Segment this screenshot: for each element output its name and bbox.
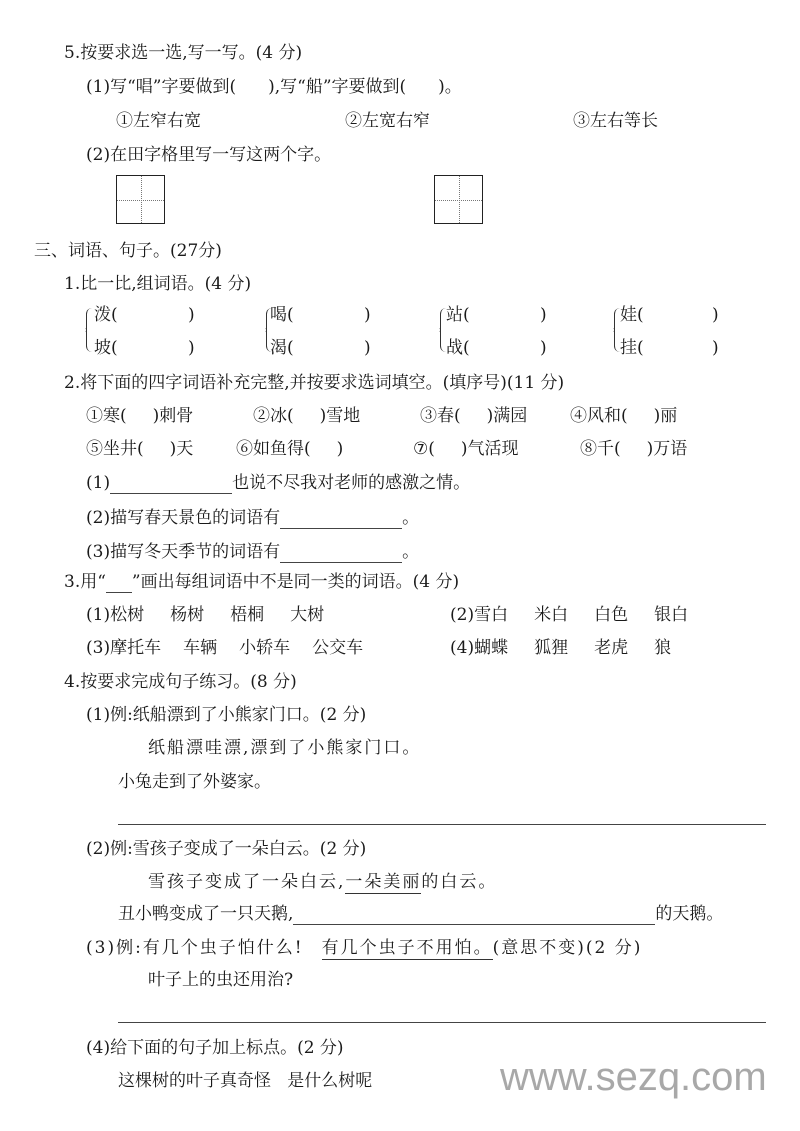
word-group-4: (4)蝴蝶 狐狸 老虎 狼 [450,638,672,658]
pair-2-close: ) [364,305,371,325]
fill-2: (2)描写春天景色的词语有 。 [86,508,420,528]
pair-3-close: ) [540,338,547,358]
q5-part1-text-c: )。 [438,77,462,97]
word[interactable]: 公交车 [312,638,364,658]
fill-3: (3)描写冬天季节的词语有 。 [86,542,420,562]
underlined-phrase: 一朵美丽 [345,872,422,892]
idiom-7: ⑦( )气活现 [413,439,519,459]
word[interactable]: 梧桐 [230,605,265,625]
s3q4-part2-example: 雪孩子变成了一朵白云,一朵美丽的白云。 [148,872,498,892]
tianzige-box-1[interactable] [116,175,165,224]
word[interactable]: 松树 [110,605,145,625]
q5-part1-text-a: (1)写“唱”字要做到( [86,77,237,97]
idiom-4: ④风和( )丽 [570,406,678,426]
fill-blank-1[interactable] [110,473,232,494]
pair-2-bottom: 渴( [270,338,294,358]
s3q4-part2-task: 丑小鸭变成了一只天鹅, 的天鹅。 [118,904,724,924]
q5-option-3: ③左右等长 [573,111,658,131]
word[interactable]: 车辆 [183,638,218,658]
grid-guide-vertical [459,176,460,223]
pair-3-close: ) [540,305,547,325]
word[interactable]: 大树 [290,605,325,625]
s3q4-part4-task[interactable]: 这棵树的叶子真奇怪 是什么树呢 [118,1071,373,1091]
fill-blank-4[interactable] [293,904,655,925]
pair-1-close: ) [188,305,195,325]
q5-part2: (2)在田字格里写一写这两个字。 [86,145,332,165]
fill-blank-3[interactable] [280,542,402,563]
s3q4-part4-head: (4)给下面的句子加上标点。(2 分) [86,1038,344,1058]
idiom-1: ①寒( )刺骨 [86,406,194,426]
underlined-phrase: 有几个虫子不用怕。 [321,938,493,958]
answer-line-2[interactable] [118,1022,766,1023]
word-group-1: (1)松树 杨树 梧桐 大树 [86,605,325,625]
word[interactable]: 小轿车 [239,638,291,658]
answer-line-1[interactable] [118,824,766,825]
pair-4-close: ) [712,305,719,325]
word-group-3: (3)摩托车 车辆 小轿车 公交车 [86,638,364,658]
section-3-title: 三、词语、句子。(27分) [34,241,222,261]
s3q1-title: 1.比一比,组词语。(4 分) [64,274,252,294]
q5-part1-text-b: ),写“船”字要做到( [268,77,407,97]
pair-4-top: 娃( [620,305,644,325]
pair-3-top: 站( [446,305,470,325]
pair-2-top: 喝( [270,305,294,325]
s3q4-part1-example: 纸船漂哇漂,漂到了小熊家门口。 [148,738,422,758]
s3q3-title: 3.用“ ”画出每组词语中不是同一类的词语。(4 分) [64,572,460,592]
word[interactable]: 银白 [654,605,689,625]
word[interactable]: 摩托车 [110,638,162,658]
pair-2-close: ) [364,338,371,358]
word[interactable]: 雪白 [474,605,509,625]
s3q4-part2-head: (2)例:雪孩子变成了一朵白云。(2 分) [86,839,367,859]
s3q2-title: 2.将下面的四字词语补充完整,并按要求选词填空。(填序号)(11 分) [64,373,565,393]
pair-1-close: ) [188,338,195,358]
idiom-6: ⑥如鱼得( ) [236,439,344,459]
q5-option-2: ②左宽右窄 [345,111,430,131]
pair-3-bottom: 战( [446,338,470,358]
idiom-8: ⑧千( )万语 [580,439,688,459]
watermark: www.sezq.com [500,1055,767,1099]
fill-1: (1) 也说不尽我对老师的感激之情。 [86,473,471,493]
word-group-2: (2)雪白 米白 白色 银白 [450,605,689,625]
idiom-2: ②冰( )雪地 [253,406,361,426]
q5-part1 [86,76,462,98]
word[interactable]: 狼 [654,638,672,658]
word[interactable]: 米白 [534,605,569,625]
word[interactable]: 白色 [594,605,629,625]
idiom-3: ③春( )满园 [420,406,528,426]
idiom-5: ⑤坐井( )天 [86,439,194,459]
word[interactable]: 蝴蝶 [474,638,509,658]
s3q4-part3-task: 叶子上的虫还用治? [148,970,294,990]
s3q4-part1-head: (1)例:纸船漂到了小熊家门口。(2 分) [86,705,367,725]
pair-4-close: ) [712,338,719,358]
q5-option-1: ①左窄右宽 [116,111,201,131]
word[interactable]: 狐狸 [534,638,569,658]
fill-blank-2[interactable] [280,508,402,529]
pair-1-top: 泼( [94,305,118,325]
s3q4-part3-head: (3)例:有几个虫子怕什么! 有几个虫子不用怕。(意思不变)(2 分) [86,938,643,958]
pair-1-bottom: 坡( [94,338,118,358]
s3q4-title: 4.按要求完成句子练习。(8 分) [64,672,297,692]
underline-sample [106,574,132,593]
pair-4-bottom: 挂( [620,338,644,358]
word[interactable]: 老虎 [594,638,629,658]
q5-title: 5.按要求选一选,写一写。(4 分) [64,43,303,63]
grid-guide-vertical [141,176,142,223]
word[interactable]: 杨树 [170,605,205,625]
tianzige-box-2[interactable] [434,175,483,224]
s3q4-part1-task: 小兔走到了外婆家。 [118,772,271,792]
